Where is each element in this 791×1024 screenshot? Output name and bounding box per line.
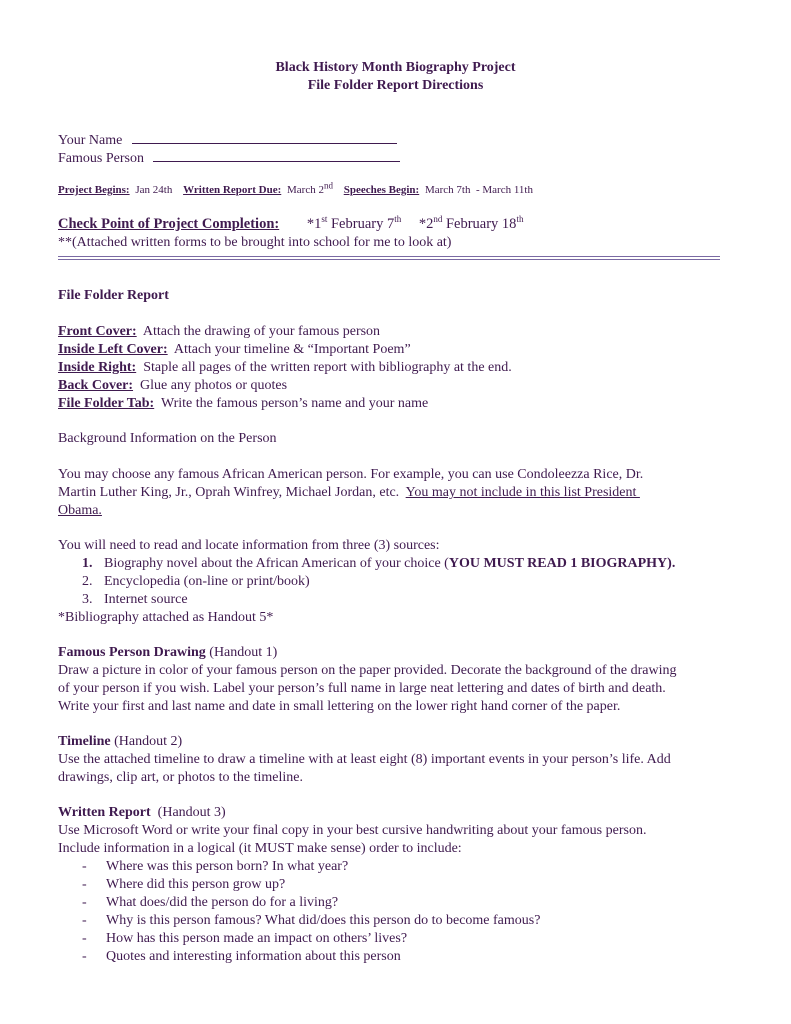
folder-tab-text: Write the famous person’s name and your name [154, 396, 429, 411]
drawing-heading: Famous Person Drawing (Handout 1) [58, 645, 278, 660]
source-2: 2. Encyclopedia (on-line or print/book) [82, 574, 310, 589]
background-heading: Background Information on the Person [58, 431, 277, 446]
inside-left-text: Attach your timeline & “Important Poem” [167, 342, 411, 357]
folder-tab-label: File Folder Tab: [58, 396, 155, 411]
back-cover-label: Back Cover: [58, 378, 134, 393]
your-name-blank[interactable] [132, 131, 397, 144]
background-para-line1: You may choose any famous African American person. For example, you can use Condoleezza Rice, Dr. [58, 467, 644, 482]
front-cover-line [58, 324, 380, 340]
drawing-line2: of your person if you wish. Label your person’s full name in large neat lettering and dates of birth and death. [58, 681, 666, 696]
project-dates [58, 180, 533, 196]
famous-person-label: Famous Person [58, 151, 144, 166]
document-title: Black History Month Biography Project [275, 60, 516, 75]
your-name-field [58, 131, 397, 149]
checkpoint-label: Check Point of Project Completion: [58, 216, 280, 232]
front-cover-label: Front Cover: [58, 324, 137, 339]
due-value: March 2 [287, 184, 324, 196]
inside-left-label: Inside Left Cover: [58, 342, 168, 357]
timeline-line1: Use the attached timeline to draw a timeline with at least eight (8) important events in your person’s life. Add [58, 752, 671, 767]
checkpoint-1: *1st February 7th [306, 214, 402, 232]
timeline-heading: Timeline (Handout 2) [58, 734, 183, 749]
back-cover-line [58, 378, 287, 394]
timeline-line2: drawings, clip art, or photos to the timeline. [58, 770, 303, 785]
checkpoint-line [58, 216, 523, 233]
begins-label: Project Begins: [58, 184, 130, 196]
checkpoint-2: *2nd February 18th [418, 214, 524, 232]
written-report-line2: Include information in a logical (it MUST make sense) order to include: [58, 841, 462, 856]
front-cover-text: Attach the drawing of your famous person [136, 324, 381, 339]
written-report-line1: Use Microsoft Word or write your final copy in your best cursive handwriting about your famous person. [58, 823, 647, 838]
report-bullet-5: - How has this person made an impact on others’ lives? [82, 931, 408, 946]
speeches-value: March 7th - March 11th [424, 184, 533, 196]
report-bullet-2: - Where did this person grow up? [82, 877, 286, 892]
document-subtitle: File Folder Report Directions [307, 78, 484, 93]
source-1: 1. Biography novel about the African American of your choice (YOU MUST READ 1 BIOGRAPHY). [82, 556, 676, 571]
drawing-line1: Draw a picture in color of your famous person on the paper provided. Decorate the background of the drawing [58, 663, 677, 678]
inside-right-label: Inside Right: [58, 360, 137, 375]
divider-bottom [58, 259, 720, 260]
your-name-label: Your Name [58, 133, 123, 148]
due-label: Written Report Due: [183, 184, 282, 196]
famous-person-field [58, 149, 400, 167]
background-para-line3: Obama. [58, 503, 102, 518]
file-folder-heading: File Folder Report [58, 288, 169, 303]
report-bullet-3: - What does/did the person do for a living? [82, 895, 339, 910]
famous-person-blank[interactable] [153, 149, 400, 162]
back-cover-text: Glue any photos or quotes [133, 378, 288, 393]
report-bullet-4: - Why is this person famous? What did/does this person do to become famous? [82, 913, 541, 928]
begins-value: Jan 24th [135, 184, 173, 196]
sources-intro: You will need to read and locate information from three (3) sources: [58, 538, 440, 553]
speeches-label: Speeches Begin: [343, 184, 420, 196]
inside-right-line [58, 360, 512, 376]
bibliography-note: *Bibliography attached as Handout 5* [58, 610, 274, 625]
due-sup: nd [323, 180, 333, 191]
folder-tab-line [58, 396, 428, 412]
background-para-line2: Martin Luther King, Jr., Oprah Winfrey, Michael Jordan, etc. You may not include in this list President [58, 485, 640, 500]
written-report-heading: Written Report (Handout 3) [58, 805, 226, 820]
inside-left-line [58, 342, 411, 358]
drawing-line3: Write your first and last name and date in small lettering on the lower right hand corner of the paper. [58, 699, 621, 714]
report-bullet-6: - Quotes and interesting information about this person [82, 949, 401, 964]
report-bullet-1: - Where was this person born? In what year? [82, 859, 349, 874]
inside-right-text: Staple all pages of the written report with bibliography at the end. [136, 360, 512, 375]
checkpoint-note: **(Attached written forms to be brought into school for me to look at) [58, 235, 452, 250]
source-3: 3. Internet source [82, 592, 188, 607]
divider-top [58, 256, 720, 257]
